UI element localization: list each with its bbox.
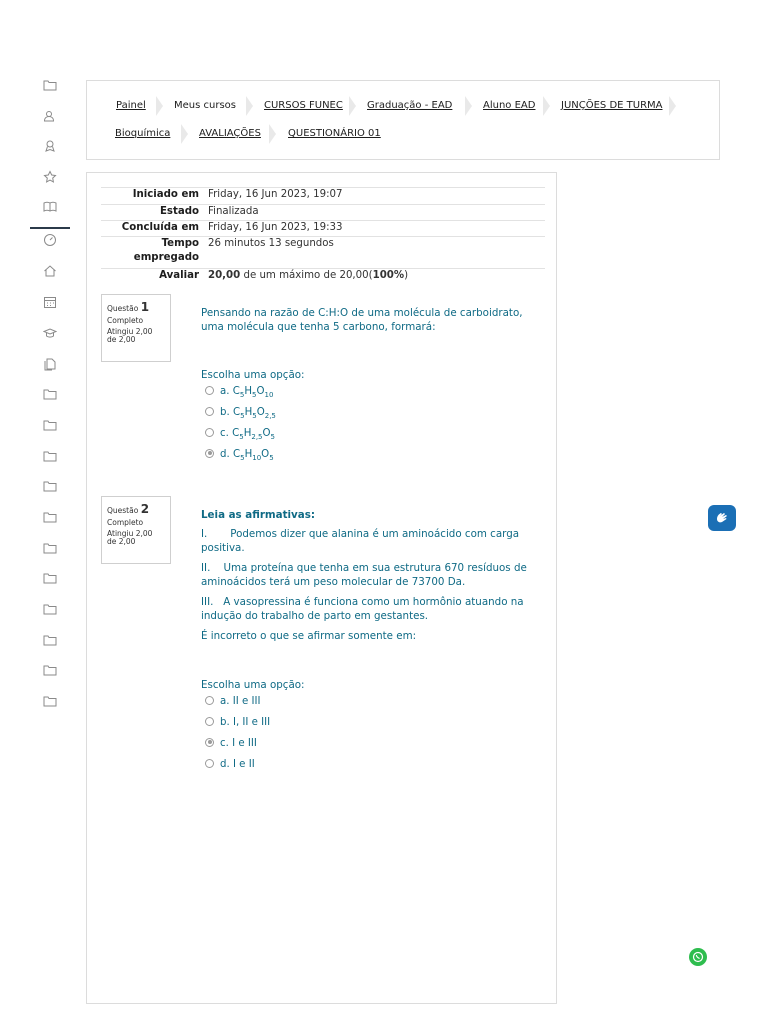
breadcrumb-cursos-funec[interactable]: CURSOS FUNEC — [264, 100, 343, 111]
folder-icon[interactable] — [28, 686, 72, 716]
completed-label: Concluída em — [121, 222, 199, 233]
whatsapp-icon — [692, 951, 704, 963]
radio-button[interactable] — [205, 717, 214, 726]
question-1-info: Questão 1 Completo Atingiu 2,00 de 2,00 — [101, 294, 171, 362]
question-2-heading: Leia as afirmativas: — [201, 509, 315, 521]
question-2-option-a[interactable]: a. II e III — [205, 696, 261, 707]
folder-icon[interactable] — [28, 379, 72, 409]
folder-icon[interactable] — [28, 441, 72, 471]
home-icon[interactable] — [28, 256, 72, 286]
radio-button-selected[interactable] — [205, 738, 214, 747]
files-icon[interactable] — [28, 349, 72, 379]
breadcrumb-separator — [246, 96, 253, 116]
users-icon[interactable] — [28, 101, 72, 131]
summary-row-time — [101, 236, 545, 268]
folder-icon[interactable] — [28, 70, 72, 100]
question-2-option-c[interactable]: c. I e III — [205, 738, 257, 749]
radio-button[interactable] — [205, 759, 214, 768]
question-1-option-d[interactable]: d. $C_5H_{10}O_5$ — [205, 449, 274, 462]
summary-row-started — [101, 187, 545, 204]
time-value: 26 minutos 13 segundos — [208, 238, 334, 249]
question-2-option-b[interactable]: b. I, II e III — [205, 717, 270, 728]
question-2-option-d[interactable]: d. I e II — [205, 759, 255, 770]
radio-button[interactable] — [205, 386, 214, 395]
graduation-cap-icon[interactable] — [28, 318, 72, 348]
breadcrumb-separator — [465, 96, 472, 116]
breadcrumb-painel[interactable]: Painel — [116, 100, 146, 111]
breadcrumb-questionario[interactable]: QUESTIONÁRIO 01 — [288, 128, 381, 139]
breadcrumb-separator — [181, 124, 188, 144]
question-2-prompt: É incorreto o que se afirmar somente em: — [201, 630, 417, 642]
started-value: Friday, 16 Jun 2023, 19:07 — [208, 189, 343, 200]
question-1-text: Pensando na razão de C:H:O de uma molécula de carboidrato, uma molécula que tenha 5 carbono, formará: — [201, 307, 523, 334]
breadcrumb-separator — [269, 124, 276, 144]
calendar-icon[interactable] — [28, 287, 72, 317]
breadcrumb-separator — [349, 96, 356, 116]
book-icon[interactable] — [28, 192, 72, 222]
question-1-option-b[interactable]: b. $C_5H_5O_{2,5}$ — [205, 407, 276, 420]
summary-row-grade — [101, 268, 545, 285]
state-label: Estado — [159, 206, 199, 217]
breadcrumb-bioquimica[interactable]: Bioquímica — [115, 128, 171, 139]
badge-icon[interactable] — [28, 131, 72, 161]
quiz-review-panel — [86, 172, 557, 1004]
folder-icon[interactable] — [28, 594, 72, 624]
breadcrumb-juncoes[interactable]: JUNÇÕES DE TURMA — [561, 100, 663, 111]
radio-button-selected[interactable] — [205, 449, 214, 458]
question-1-choose-label: Escolha uma opção: — [201, 369, 305, 381]
started-label: Iniciado em — [132, 189, 199, 200]
sidebar-active-indicator — [30, 227, 70, 229]
folder-icon[interactable] — [28, 471, 72, 501]
question-2-statement-3: III. A vasopressina é funciona como um hormônio atuando na indução do trabalho de parto em gestantes. — [201, 596, 524, 623]
time-label-2: empregado — [133, 252, 199, 263]
radio-button[interactable] — [205, 428, 214, 437]
accessibility-button[interactable] — [708, 505, 736, 531]
summary-row-completed — [101, 220, 545, 237]
folder-icon[interactable] — [28, 563, 72, 593]
breadcrumb — [86, 80, 720, 160]
star-icon[interactable] — [28, 162, 72, 192]
folder-icon[interactable] — [28, 533, 72, 563]
grade-value: 20,00 de um máximo de 20,00(100%) — [208, 270, 409, 281]
folder-icon[interactable] — [28, 625, 72, 655]
radio-button[interactable] — [205, 696, 214, 705]
summary-row-state — [101, 204, 545, 221]
folder-icon[interactable] — [28, 502, 72, 532]
completed-value: Friday, 16 Jun 2023, 19:33 — [208, 222, 343, 233]
breadcrumb-aluno-ead[interactable]: Aluno EAD — [483, 100, 536, 111]
sign-language-icon — [714, 510, 730, 526]
question-2-statement-2: II. Uma proteína que tenha em sua estrutura 670 resíduos de aminoácidos terá um peso molecular de 73700 Da. — [201, 562, 527, 589]
whatsapp-button[interactable] — [689, 948, 707, 966]
folder-icon[interactable] — [28, 655, 72, 685]
breadcrumb-separator — [669, 96, 676, 116]
folder-icon[interactable] — [28, 410, 72, 440]
breadcrumb-avaliacoes[interactable]: AVALIAÇÕES — [199, 128, 261, 139]
breadcrumb-separator — [543, 96, 550, 116]
breadcrumb-separator — [156, 96, 163, 116]
breadcrumb-meus-cursos: Meus cursos — [174, 100, 236, 111]
grade-label: Avaliar — [159, 270, 199, 281]
question-2-statement-1: I. Podemos dizer que alanina é um aminoácido com carga positiva. — [201, 528, 520, 555]
question-1-option-a[interactable]: a. $C_5H_5O_{10}$ — [205, 386, 273, 399]
state-value: Finalizada — [208, 206, 259, 217]
radio-button[interactable] — [205, 407, 214, 416]
question-2-choose-label: Escolha uma opção: — [201, 679, 305, 691]
question-2-info: Questão 2 Completo Atingiu 2,00 de 2,00 — [101, 496, 171, 564]
breadcrumb-graduacao[interactable]: Graduação - EAD — [367, 100, 453, 111]
question-1-option-c[interactable]: c. $C_5H_{2,5}O_5$ — [205, 428, 275, 441]
dashboard-icon[interactable] — [28, 225, 72, 255]
time-label-1: Tempo — [161, 238, 199, 249]
